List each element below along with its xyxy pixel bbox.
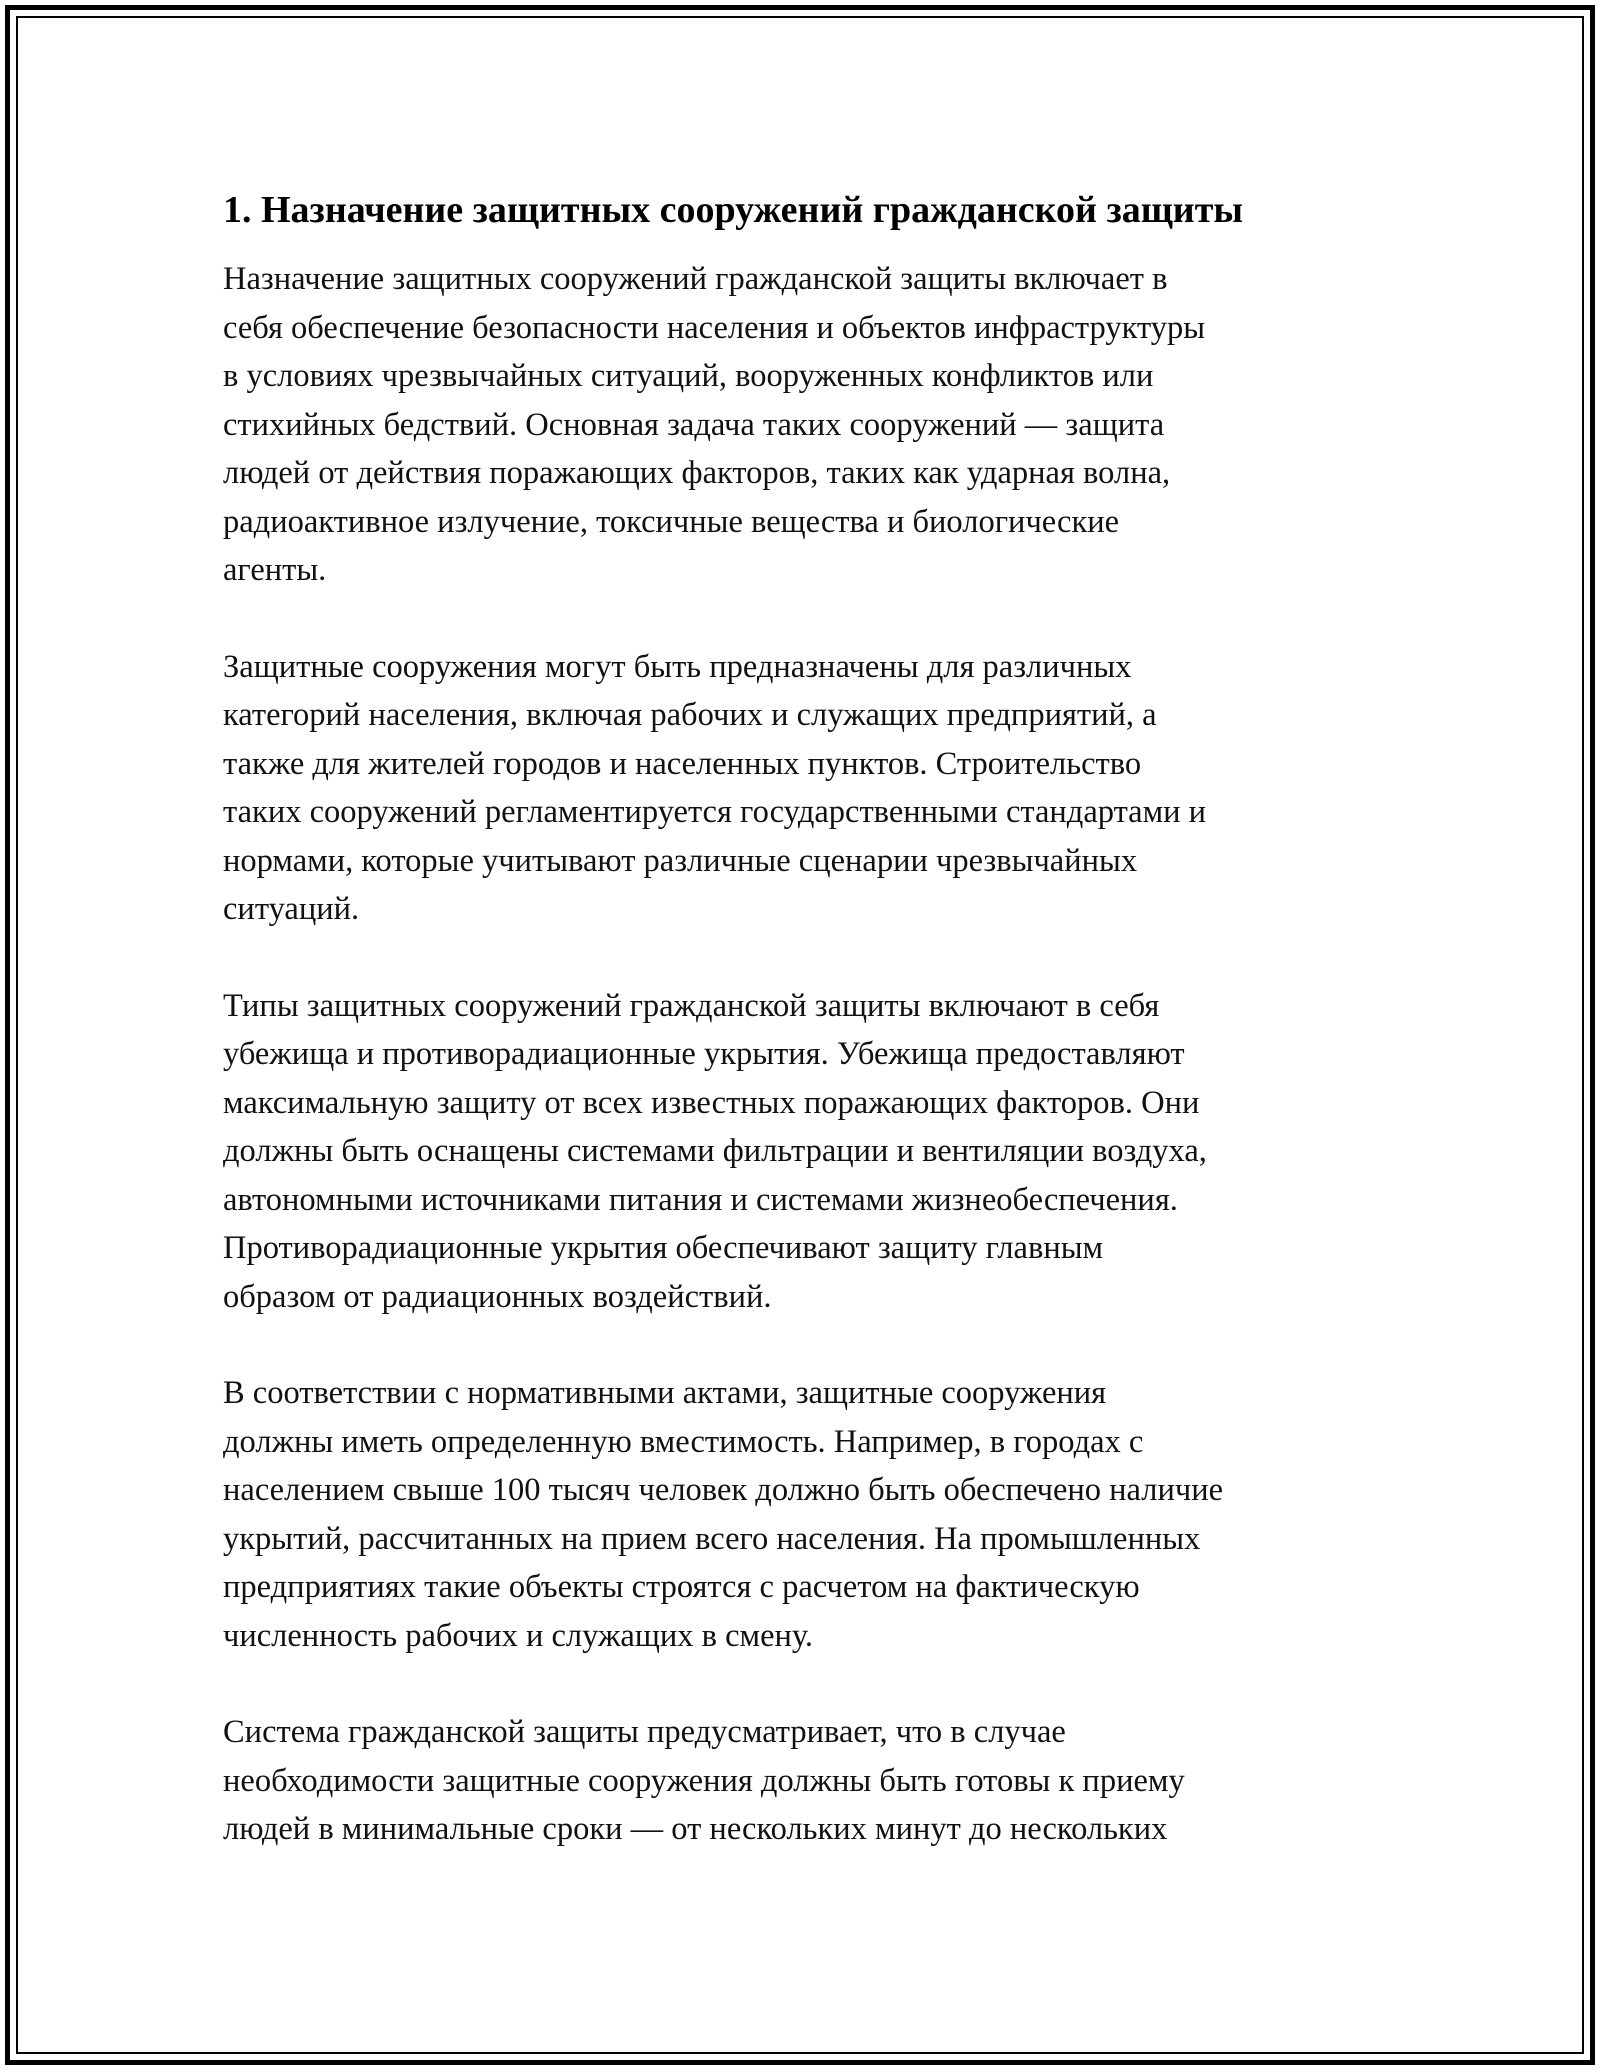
text-line: стихийных бедствий. Основная задача таких сооружений — защита	[223, 406, 1165, 443]
text-line: В соответствии с нормативными актами, защитные сооружения	[223, 1375, 1107, 1411]
text-line: Типы защитных сооружений гражданской защиты включают в себя	[223, 987, 1160, 1024]
text-line: должны быть оснащены системами фильтрации и вентиляции воздуха,	[223, 1133, 1207, 1169]
text-line: себя обеспечение безопасности населения и объектов инфраструктуры	[223, 309, 1206, 346]
paragraph-capacity	[223, 1369, 1373, 1660]
text-line: необходимости защитные сооружения должны быть готовы к приему	[223, 1762, 1185, 1799]
text-line: агенты.	[223, 552, 327, 588]
text-line: таких сооружений регламентируется государственными стандартами и	[223, 794, 1207, 830]
text-line: укрытий, рассчитанных на прием всего населения. На промышленных	[223, 1520, 1201, 1557]
text-line: людей от действия поражающих факторов, таких как ударная волна,	[223, 455, 1171, 491]
text-line: Система гражданской защиты предусматривает, что в случае	[223, 1714, 1066, 1750]
text-line: образом от радиационных воздействий.	[223, 1278, 772, 1315]
text-line: населением свыше 100 тысяч человек должно быть обеспечено наличие	[223, 1472, 1224, 1508]
text-line: Противорадиационные укрытия обеспечивают защиту главным	[223, 1230, 1104, 1266]
text-line: автономными источниками питания и системами жизнеобеспечения.	[223, 1181, 1178, 1218]
text-line: Защитные сооружения могут быть предназначены для различных	[223, 648, 1132, 685]
text-line: численность рабочих и служащих в смену.	[223, 1617, 814, 1654]
text-line: также для жителей городов и населенных пунктов. Строительство	[223, 745, 1142, 782]
text-line: в условиях чрезвычайных ситуаций, вооруженных конфликтов или	[223, 358, 1154, 394]
paragraph-purpose	[223, 255, 1373, 595]
paragraph-types	[223, 982, 1373, 1322]
text-line: убежища и противорадиационные укрытия. Убежища предоставляют	[223, 1036, 1185, 1072]
document-body	[223, 183, 1373, 1902]
paragraph-categories	[223, 643, 1373, 934]
section-heading: 1. Назначение защитных сооружений гражданской защиты	[223, 189, 1244, 231]
text-line: ситуаций.	[223, 891, 360, 927]
text-line: предприятиях такие объекты строятся с расчетом на фактическую	[223, 1569, 1140, 1605]
text-line: людей в минимальные сроки — от нескольких минут до нескольких	[223, 1811, 1168, 1847]
text-line: категорий населения, включая рабочих и служащих предприятий, а	[223, 697, 1157, 733]
text-line: радиоактивное излучение, токсичные вещества и биологические	[223, 503, 1120, 540]
text-line: должны иметь определенную вместимость. Например, в городах с	[223, 1423, 1144, 1460]
text-line: Назначение защитных сооружений гражданской защиты включает в	[223, 261, 1168, 297]
text-line: нормами, которые учитывают различные сценарии чрезвычайных	[223, 842, 1138, 879]
text-line: максимальную защиту от всех известных поражающих факторов. Они	[223, 1084, 1200, 1121]
paragraph-readiness	[223, 1708, 1373, 1854]
